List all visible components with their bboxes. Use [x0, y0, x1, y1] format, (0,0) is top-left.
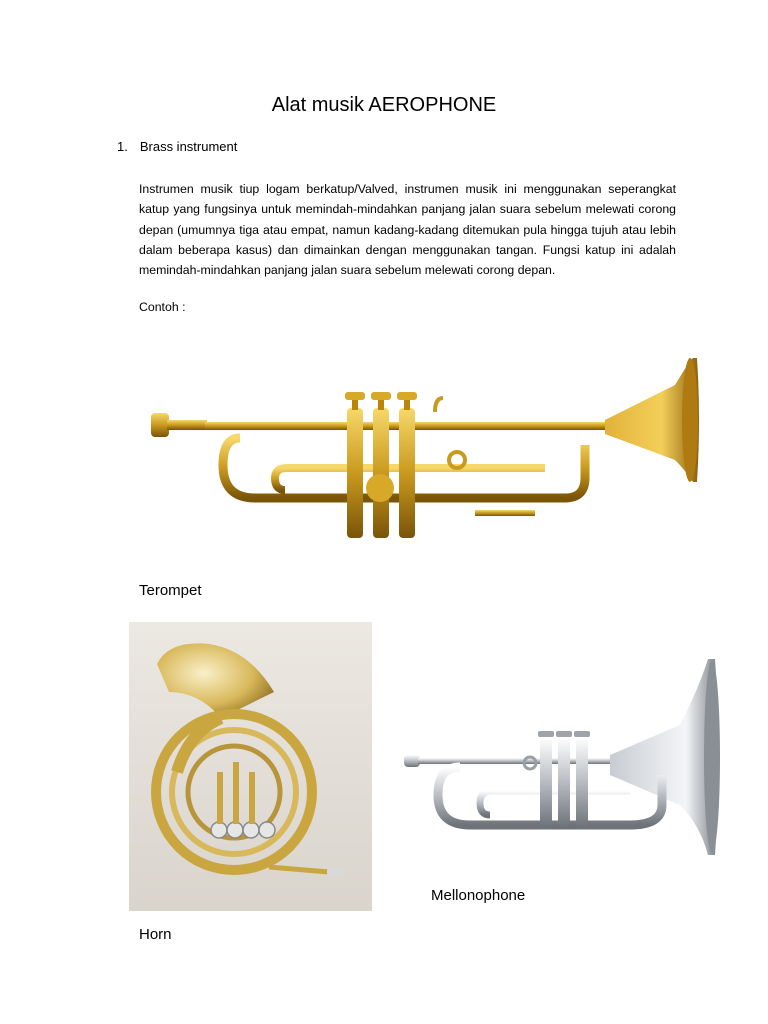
figure-caption: Mellonophone	[431, 887, 526, 904]
figure-caption: Horn	[139, 926, 172, 943]
list-item	[117, 139, 237, 154]
section-paragraph	[139, 179, 676, 280]
page-title: Alat musik AEROPHONE	[271, 94, 497, 116]
example-label: Contoh :	[139, 300, 186, 314]
section-heading: Brass instrument	[139, 139, 238, 154]
horn-image	[129, 622, 372, 911]
figure-caption: Terompet	[139, 582, 202, 599]
mellophone-image	[400, 655, 735, 860]
paragraph-text: Instrumen musik tiup logam berkatup/Valved, instrumen musik ini menggunakan seperangkat katup yang fungsinya untuk memindah-mindahkan panjang jalan suara sebelum melewati corong depan (umumnya tiga atau empat, namun kadang-kadang ditemukan pula hingga tujuh atau lebih dalam beberapa kasus) dan dimainkan dengan menggunakan tangan. Fungsi katup ini adalah memindah-mindahkan panjang jalan suara sebelum melewati corong depan.	[139, 182, 676, 278]
list-number: 1.	[117, 139, 128, 154]
trumpet-image	[145, 350, 705, 540]
